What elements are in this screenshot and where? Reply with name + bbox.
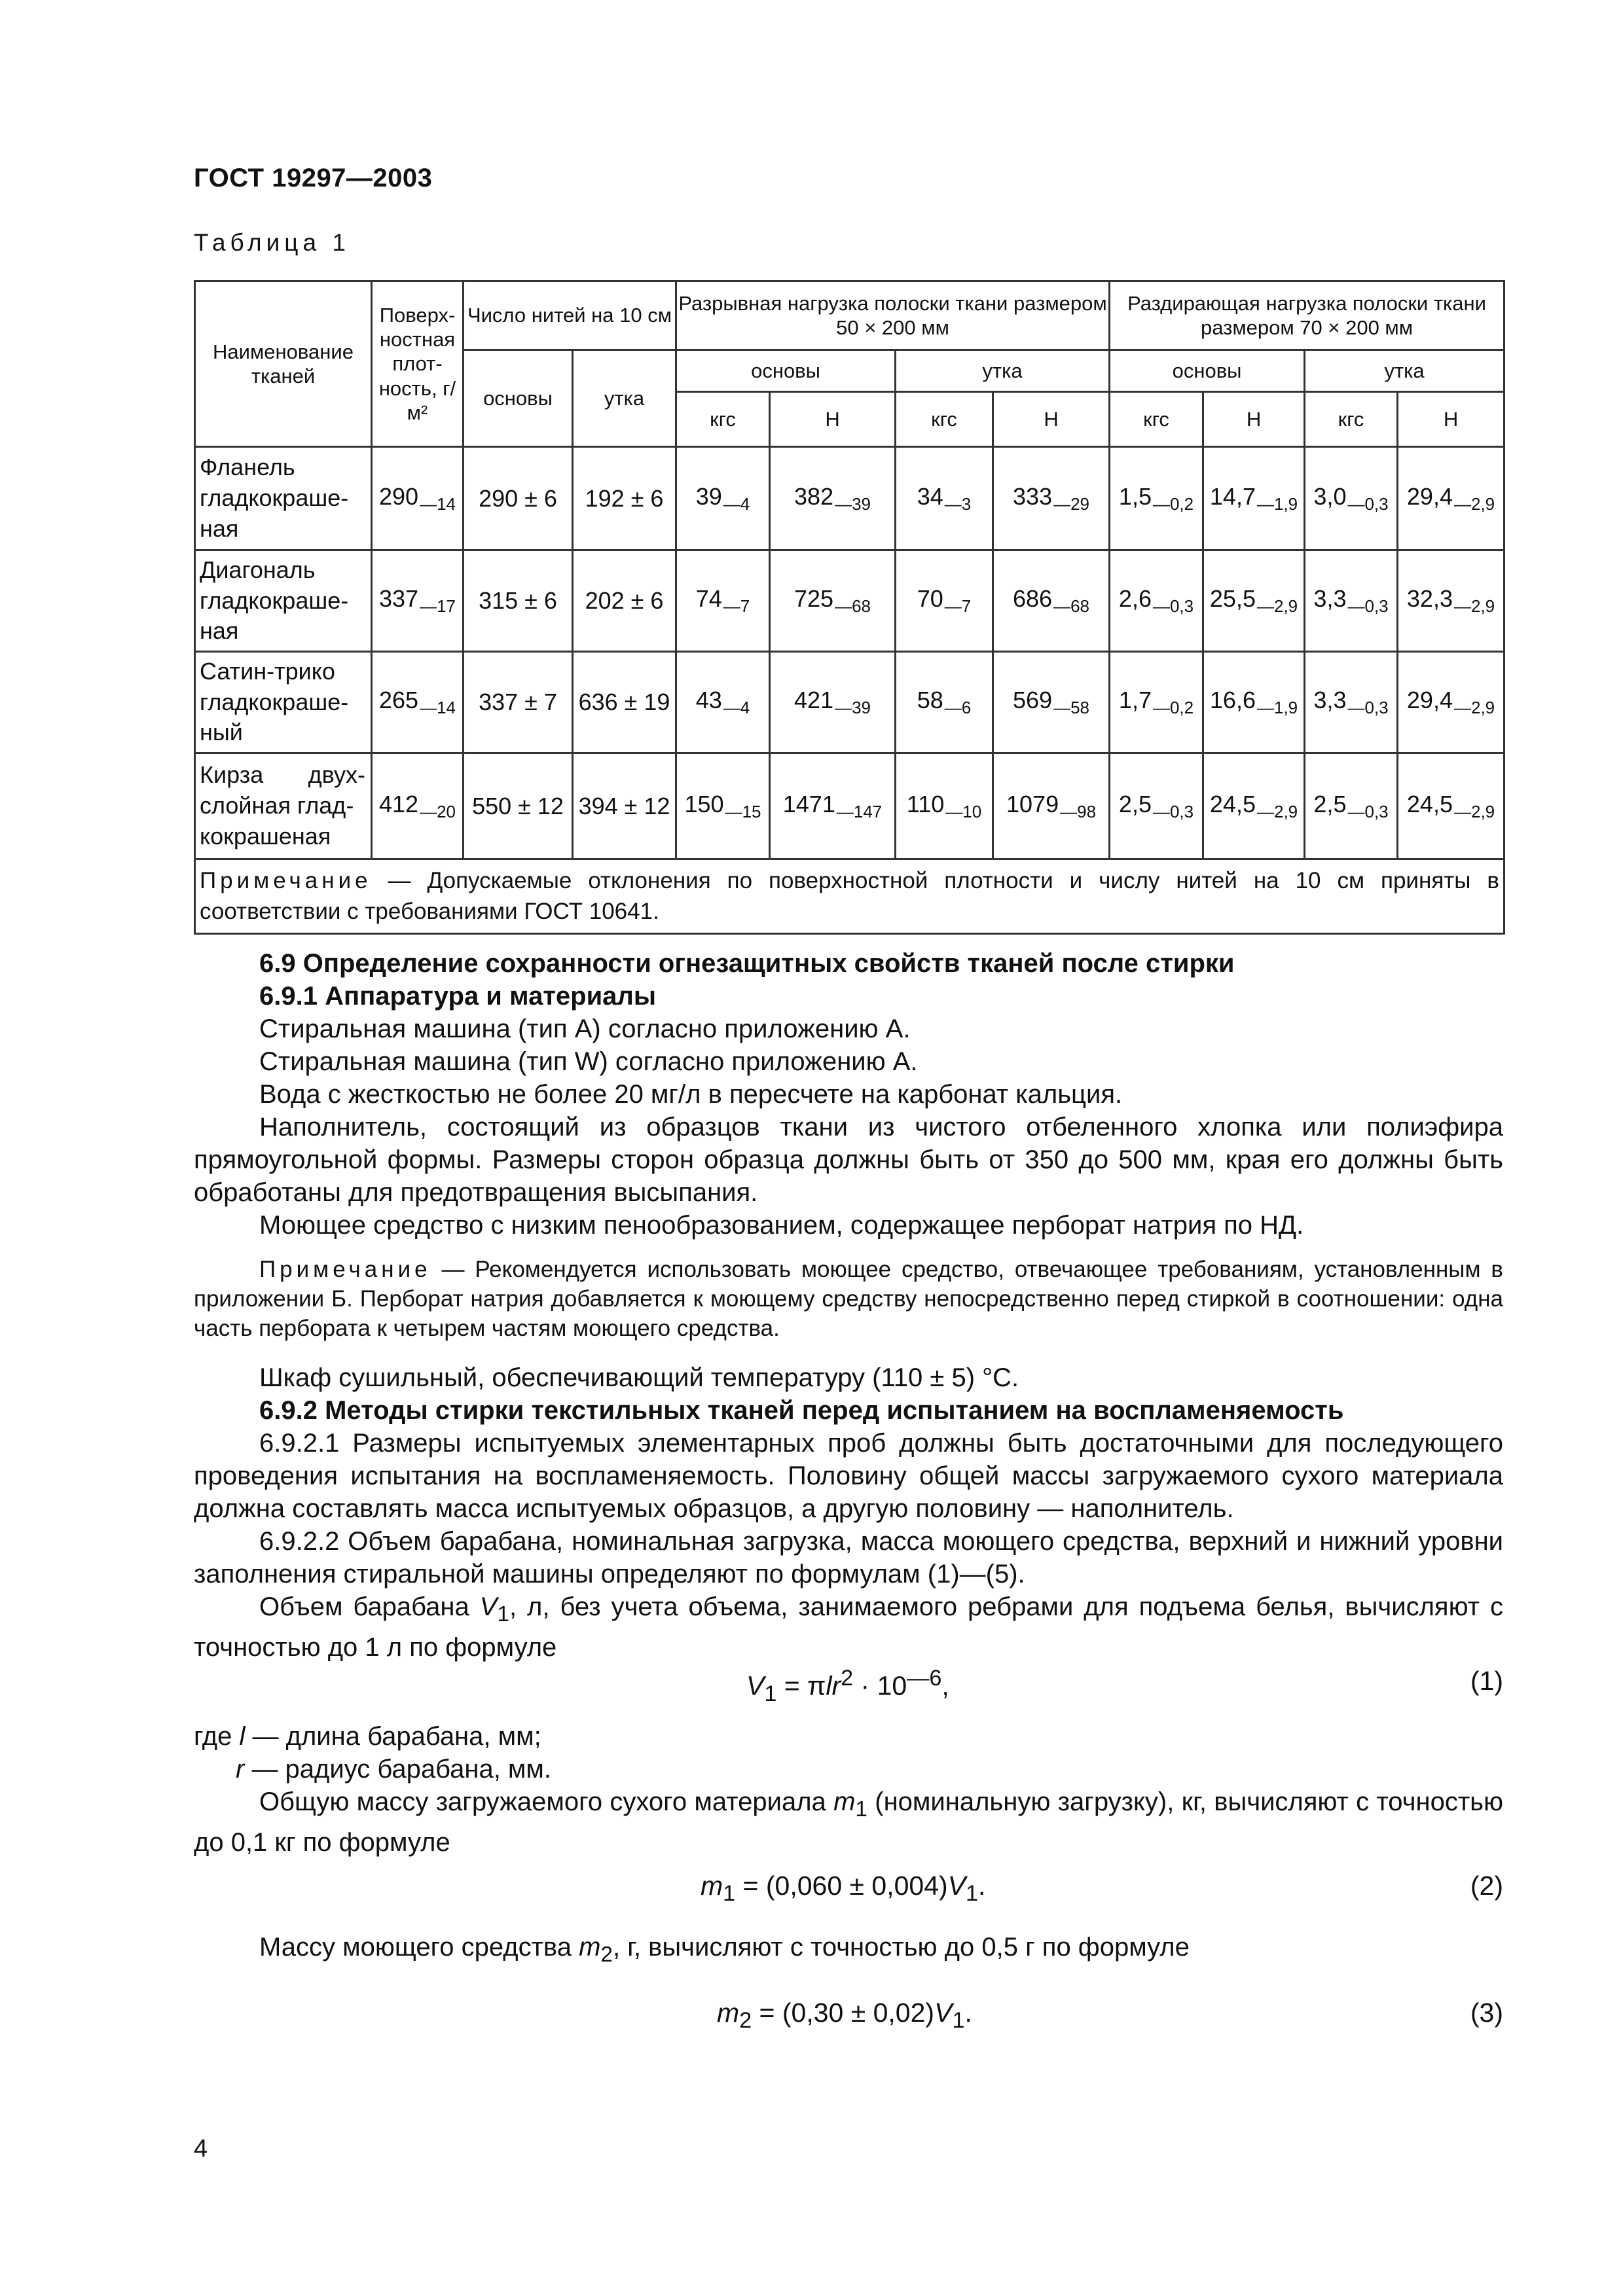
table-note [195, 859, 1504, 934]
paragraph: Шкаф сушильный, обеспечивающий температуру (110 ± 5) °С. [259, 1363, 1019, 1392]
col-header-density: Поверх-ностная плот-ность, г/м² [372, 281, 464, 447]
paragraph: 6.9.2.2 Объем барабана, номинальная загрузка, масса моющего средства, верхний и нижний уровни заполнения стиральной машины определяют по формулам (1)—(5). [194, 1527, 1503, 1588]
row-name: Кирза двух- слойная глад-кокрашеная [195, 753, 372, 859]
note-label: Примечание [259, 1257, 431, 1282]
table-note-text: — Допускаемые отклонения по поверхностной плотности и числу нитей на 10 см приняты в соответствии с требованиями ГОСТ 10641. [200, 868, 1500, 925]
col-header-tearing-weft: утка [1305, 350, 1504, 392]
cell-t-weft-kgf: $2,5_{—0,3}$ [1305, 753, 1398, 859]
cell-b-weft-n: $1079_{—98}$ [993, 753, 1110, 859]
col-header-breaking-weft: утка [896, 350, 1110, 392]
cell-t-warp-n: $24,5_{—2,9}$ [1203, 753, 1305, 859]
col-header-threads-warp: основы [464, 350, 573, 447]
table-1 [194, 280, 1505, 935]
paragraph: 6.9.2.1 Размеры испытуемых элементарных проб должны быть достаточными для последующего проведения испытания на воспламеняемость. Половину общей массы загружаемого сухого материала должна составлять масса испытуемых образцов, а другую половину — наполнитель. [194, 1429, 1503, 1523]
section-6-9-2-heading: 6.9.2 Методы стирки текстильных тканей перед испытанием на воспламеняемость [259, 1396, 1344, 1425]
cell-t-warp-kgf: $2,6_{—0,3}$ [1110, 550, 1203, 652]
cell-b-warp-kgf: $43_{—4}$ [676, 652, 770, 753]
formula-2-number: (2) [1470, 1871, 1503, 1901]
paragraph: Стиральная машина (тип W) согласно приложению А. [259, 1047, 918, 1076]
cell-threads-weft: 636 ± 19 [573, 652, 676, 753]
cell-density: $290_{—14}$ [372, 447, 464, 550]
row-name: Фланель гладкокраше-ная [195, 447, 372, 550]
row-name: Сатин-трико гладкокраше-ный [195, 652, 372, 753]
cell-b-weft-kgf: $70_{—7}$ [896, 550, 993, 652]
cell-density: $265_{—14}$ [372, 652, 464, 753]
cell-b-weft-kgf: $34_{—3}$ [896, 447, 993, 550]
cell-t-warp-kgf: $1,7_{—0,2}$ [1110, 652, 1203, 753]
unit-kgf: кгс [1110, 392, 1203, 447]
cell-threads-warp: 290 ± 6 [464, 447, 573, 550]
cell-b-weft-kgf: $58_{—6}$ [896, 652, 993, 753]
cell-b-warp-n: $382_{—39}$ [770, 447, 896, 550]
cell-t-weft-kgf: $3,3_{—0,3}$ [1305, 652, 1398, 753]
paragraph: Наполнитель, состоящий из образцов ткани из чистого отбеленного хлопка или полиэфира прямоугольной формы. Размеры сторон образца должны быть от 350 до 500 мм, края его должны быть обработаны для предотвращения высыпания. [194, 1113, 1503, 1207]
cell-b-weft-n: $333_{—29}$ [993, 447, 1110, 550]
table-row [195, 550, 1504, 652]
table-row [195, 447, 1504, 550]
table-row [195, 753, 1504, 859]
formula-1-number: (1) [1470, 1666, 1503, 1696]
table-row [195, 652, 1504, 753]
cell-density: $412_{—20}$ [372, 753, 464, 859]
col-header-tearing: Раздирающая нагрузка полоски ткани размером 70 × 200 мм [1110, 281, 1504, 350]
unit-kgf: кгс [1305, 392, 1398, 447]
unit-n: Н [770, 392, 896, 447]
cell-threads-weft: 202 ± 6 [573, 550, 676, 652]
cell-threads-warp: 315 ± 6 [464, 550, 573, 652]
where-line-r: r — радиус барабана, мм. [236, 1755, 552, 1784]
cell-t-weft-kgf: $3,0_{—0,3}$ [1305, 447, 1398, 550]
row-name: Диагональ гладкокраше-ная [195, 550, 372, 652]
unit-n: Н [993, 392, 1110, 447]
paragraph: Моющее средство с низким пенообразованием, содержащее перборат натрия по НД. [259, 1211, 1304, 1240]
note-text: — Рекомендуется использовать моющее средство, отвечающее требованиям, установленным в приложении Б. Перборат натрия добавляется к моющему средству непосредственно перед стиркой в соотношении: одна часть пербората к четырем частям моющего средства. [194, 1257, 1503, 1341]
col-header-tearing-warp: основы [1110, 350, 1305, 392]
page-number: 4 [194, 2135, 208, 2162]
formula-3: $m_2 = (0,30 \pm 0,02)V_1$. [717, 1998, 972, 2034]
col-header-threads: Число нитей на 10 см [464, 281, 676, 350]
cell-b-weft-n: $569_{—58}$ [993, 652, 1110, 753]
cell-t-warp-n: $25,5_{—2,9}$ [1203, 550, 1305, 652]
cell-threads-weft: 394 ± 12 [573, 753, 676, 859]
note [194, 1255, 1503, 1343]
cell-t-weft-n: $29,4_{—2,9}$ [1398, 652, 1504, 753]
unit-n: Н [1203, 392, 1305, 447]
col-header-threads-weft: утка [573, 350, 676, 447]
paragraph: Объем барабана $V_1$, л, без учета объема, занимаемого ребрами для подъема белья, вычисляют с точностью до 1 л по формуле [194, 1592, 1503, 1662]
cell-t-weft-n: $24,5_{—2,9}$ [1398, 753, 1504, 859]
cell-b-warp-n: $1471_{—147}$ [770, 753, 896, 859]
cell-b-weft-n: $686_{—68}$ [993, 550, 1110, 652]
formula-3-number: (3) [1470, 1998, 1503, 2028]
cell-b-weft-kgf: $110_{—10}$ [896, 753, 993, 859]
cell-t-warp-kgf: $1,5_{—0,2}$ [1110, 447, 1203, 550]
cell-b-warp-n: $725_{—68}$ [770, 550, 896, 652]
paragraph: Вода с жесткостью не более 20 мг/л в пересчете на карбонат кальция. [259, 1080, 1123, 1109]
cell-t-warp-n: $14,7_{—1,9}$ [1203, 447, 1305, 550]
section-6-9-heading: 6.9 Определение сохранности огнезащитных свойств тканей после стирки [259, 949, 1235, 978]
paragraph: Общую массу загружаемого сухого материала $m_1$ (номинальную загрузку), кг, вычисляют с точностью до 0,1 кг по формуле [194, 1787, 1503, 1857]
formula-1: $V_1 = \pi lr^2 \cdot 10^{—6}$, [746, 1666, 949, 1706]
table-caption: Таблица 1 [194, 229, 350, 256]
cell-t-warp-kgf: $2,5_{—0,3}$ [1110, 753, 1203, 859]
cell-threads-weft: 192 ± 6 [573, 447, 676, 550]
cell-density: $337_{—17}$ [372, 550, 464, 652]
unit-kgf: кгс [896, 392, 993, 447]
cell-t-weft-kgf: $3,3_{—0,3}$ [1305, 550, 1398, 652]
col-header-name: Наименование тканей [195, 281, 372, 447]
cell-t-warp-n: $16,6_{—1,9}$ [1203, 652, 1305, 753]
where-line-l: где l — длина барабана, мм; [194, 1722, 541, 1751]
cell-threads-warp: 337 ± 7 [464, 652, 573, 753]
cell-b-warp-kgf: $74_{—7}$ [676, 550, 770, 652]
formula-2: $m_1 = (0,060 \pm 0,004)V_1$. [701, 1871, 986, 1907]
document-header: ГОСТ 19297—2003 [194, 164, 433, 192]
table-note-label: Примечание [200, 868, 372, 893]
cell-b-warp-kgf: $39_{—4}$ [676, 447, 770, 550]
unit-n: Н [1398, 392, 1504, 447]
cell-b-warp-n: $421_{—39}$ [770, 652, 896, 753]
cell-threads-warp: 550 ± 12 [464, 753, 573, 859]
paragraph: Стиральная машина (тип А) согласно приложению А. [259, 1014, 911, 1043]
cell-t-weft-n: $32,3_{—2,9}$ [1398, 550, 1504, 652]
unit-kgf: кгс [676, 392, 770, 447]
cell-b-warp-kgf: $150_{—15}$ [676, 753, 770, 859]
cell-t-weft-n: $29,4_{—2,9}$ [1398, 447, 1504, 550]
section-6-9-1-heading: 6.9.1 Аппаратура и материалы [259, 982, 656, 1011]
col-header-breaking-warp: основы [676, 350, 896, 392]
col-header-breaking: Разрывная нагрузка полоски ткани размером 50 × 200 мм [676, 281, 1110, 350]
paragraph: Массу моющего средства $m_2$, г, вычисляют с точностью до 0,5 г по формуле [259, 1933, 1190, 1967]
